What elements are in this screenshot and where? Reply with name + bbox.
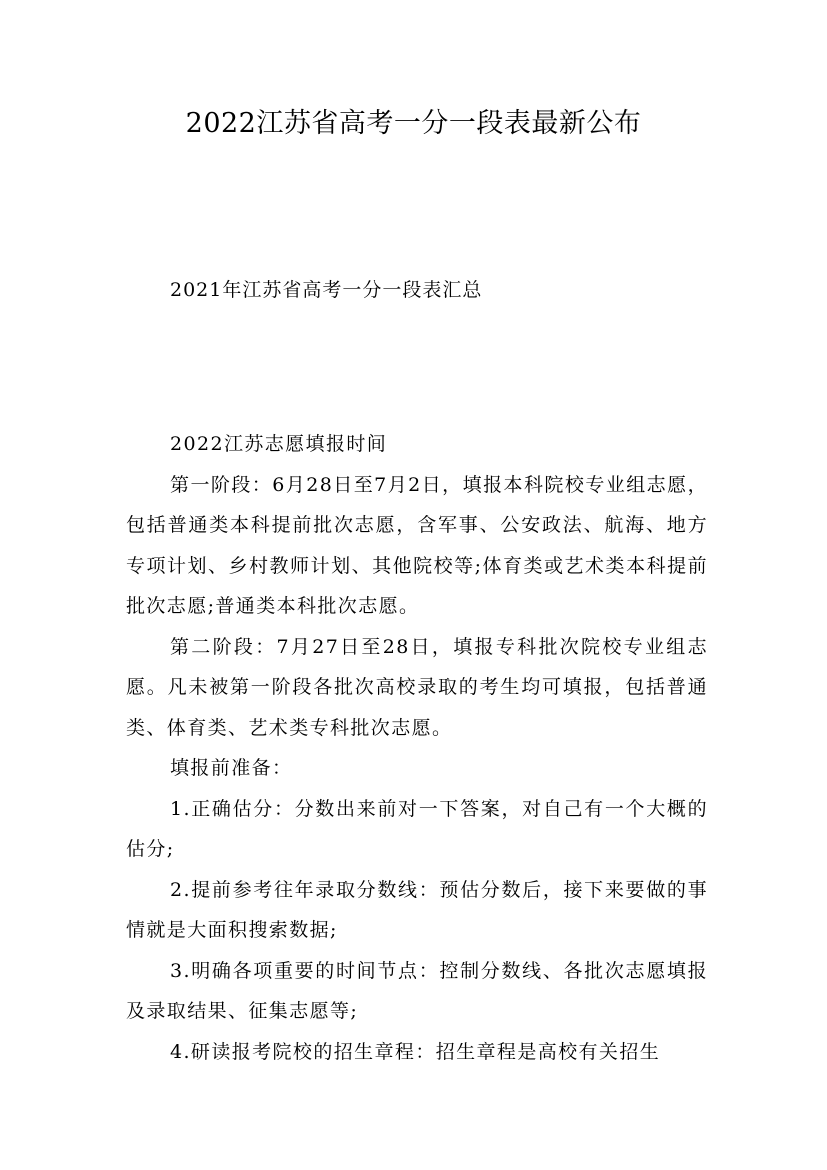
list-item-reference-cutoff: 2.提前参考往年录取分数线：预估分数后，接下来要做的事情就是大面积搜索数据;: [126, 878, 708, 941]
paragraph-stage-two: 第二阶段：7月27日至28日，填报专科批次院校专业组志愿。凡未被第一阶段各批次高校录取的考生均可填报，包括普通类、体育类、艺术类专科批次志愿。: [126, 635, 708, 739]
document-body: [126, 424, 708, 1072]
section-heading-volunteer-time: 2022江苏志愿填报时间: [170, 433, 388, 455]
paragraph-stage-one: 第一阶段：6月28日至7月2日，填报本科院校专业组志愿，包括普通类本科提前批次志愿，含军事、公安政法、航海、地方专项计划、乡村教师计划、其他院校等;体育类或艺术类本科提前批次志愿;普通类本科批次志愿。: [126, 473, 708, 617]
list-item-time-nodes: 3.明确各项重要的时间节点：控制分数线、各批次志愿填报及录取结果、征集志愿等;: [126, 959, 708, 1022]
document-title: 2022江苏省高考一分一段表最新公布: [185, 108, 642, 139]
section-heading-preparation: 填报前准备：: [170, 757, 293, 779]
list-item-estimate-score: 1.正确估分：分数出来前对一下答案，对自己有一个大概的估分;: [126, 797, 708, 860]
document-subtitle: 2021年江苏省高考一分一段表汇总: [170, 279, 483, 301]
list-item-admission-rules: 4.研读报考院校的招生章程：招生章程是高校有关招生: [170, 1040, 661, 1063]
